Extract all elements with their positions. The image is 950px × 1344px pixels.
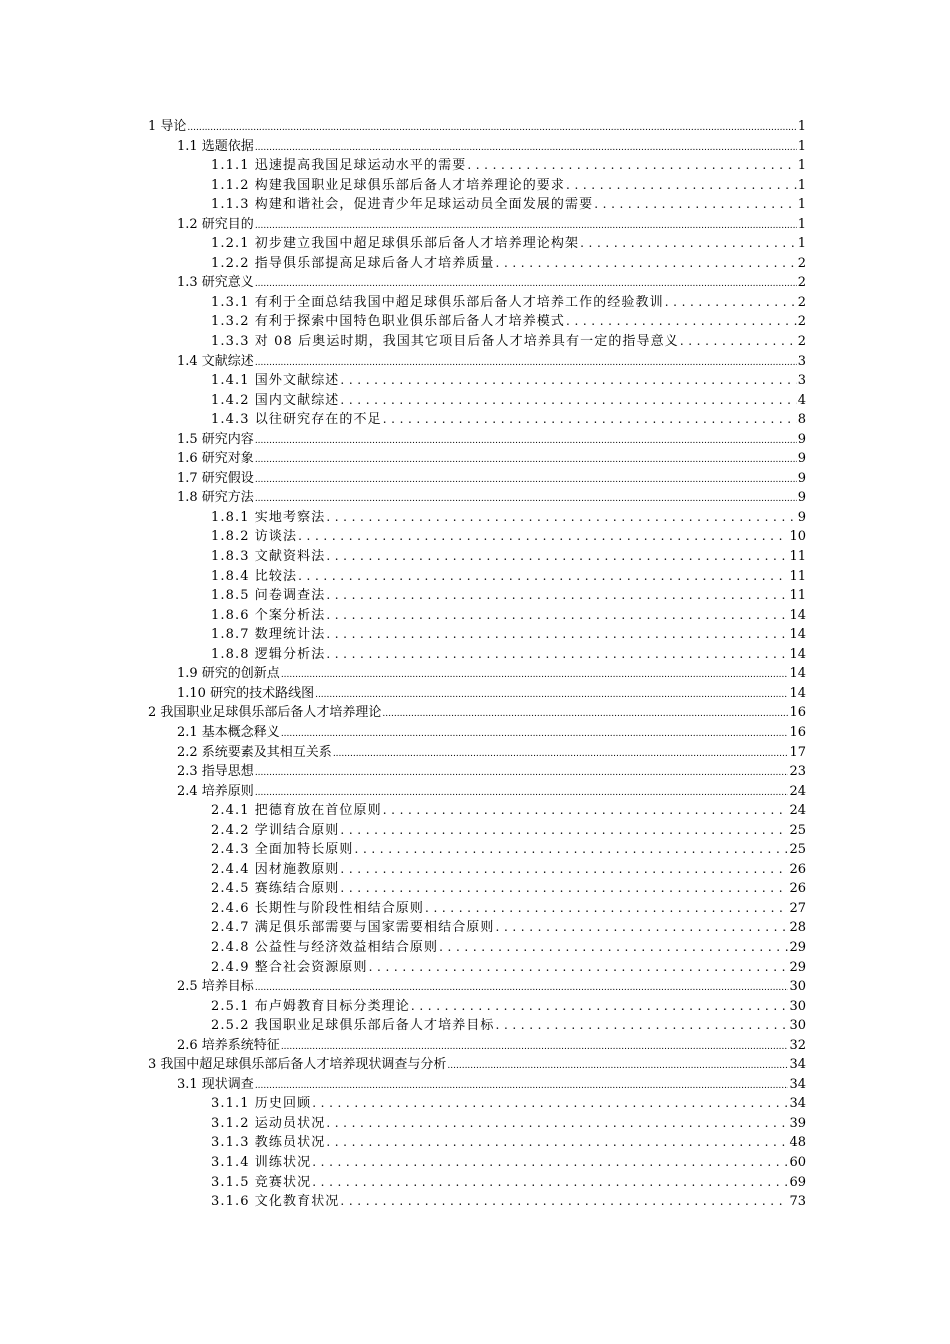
toc-entry-title: 2.5 培养目标 [177, 979, 254, 995]
toc-dot-leader [340, 879, 788, 899]
toc-entry-level-2[interactable] [0, 684, 950, 704]
toc-entry-title: 1 导论 [148, 119, 187, 134]
toc-entry-level-3[interactable] [0, 312, 950, 332]
toc-entry-title: 1.1.3 构建和谐社会，促进青少年足球运动员全面发展的需要 [211, 197, 594, 213]
toc-entry-line [177, 762, 806, 782]
toc-dot-leader [187, 117, 796, 139]
toc-page-number: 2 [797, 255, 806, 271]
toc-page-number: 14 [789, 685, 806, 701]
toc-dot-leader [298, 567, 788, 587]
toc-entry-title: 1.9 研究的创新点 [177, 666, 280, 682]
toc-dot-leader [369, 958, 789, 978]
toc-dot-leader [255, 352, 797, 374]
toc-entry-line [177, 743, 806, 763]
toc-dot-leader [383, 801, 789, 821]
toc-entry-level-3[interactable] [0, 586, 950, 606]
toc-page-number: 30 [789, 1018, 806, 1034]
toc-entry-title: 2 我国职业足球俱乐部后备人才培养理论 [148, 705, 382, 721]
toc-dot-leader [383, 410, 797, 430]
toc-entry-title: 1.8.3 文献资料法 [211, 549, 326, 565]
toc-entry-title: 1.3.2 有利于探索中国特色职业俱乐部后备人才培养模式 [211, 314, 566, 330]
toc-page-number: 11 [789, 568, 806, 584]
toc-entry-title: 1.8.6 个案分析法 [211, 607, 326, 623]
toc-entry-line [211, 527, 806, 547]
toc-entry-level-3[interactable] [0, 821, 950, 841]
toc-entry-title: 1.1.2 构建我国职业足球俱乐部后备人才培养理论的要求 [211, 177, 566, 193]
toc-entry-level-2[interactable] [0, 1075, 950, 1095]
toc-entry-title: 2.4 培养原则 [177, 783, 254, 799]
toc-dot-leader [439, 938, 788, 958]
toc-dot-leader [281, 1036, 789, 1058]
toc-entry-line [211, 234, 806, 254]
toc-dot-leader [580, 234, 797, 254]
toc-dot-leader [255, 762, 789, 784]
toc-page-number: 24 [789, 803, 806, 819]
toc-entry-title: 3.1.6 文化教育状况 [211, 1194, 340, 1210]
toc-dot-leader [340, 860, 788, 880]
toc-page-number: 24 [789, 783, 806, 799]
toc-entry-title: 3 我国中超足球俱乐部后备人才培养现状调查与分析 [148, 1057, 447, 1073]
toc-entry-title: 3.1.4 训练状况 [211, 1154, 312, 1170]
toc-page-number: 30 [789, 998, 806, 1014]
toc-entry-title: 1.7 研究假设 [177, 470, 254, 486]
toc-page-number: 2 [797, 314, 806, 330]
toc-entry-level-3[interactable] [0, 254, 950, 274]
toc-entry-title: 1.4.1 国外文献综述 [211, 373, 340, 389]
toc-page-number: 23 [789, 764, 806, 780]
toc-dot-leader [340, 371, 796, 391]
toc-entry-line [211, 625, 806, 645]
toc-entry-title: 1.8.5 问卷调查法 [211, 588, 326, 604]
toc-entry-level-2[interactable] [0, 137, 950, 157]
toc-page-number: 1 [797, 177, 806, 193]
toc-entry-line [211, 1016, 806, 1036]
toc-entry-level-3[interactable] [0, 527, 950, 547]
toc-entry-title: 1.10 研究的技术路线图 [177, 685, 315, 701]
toc-dot-leader [255, 1075, 789, 1097]
toc-page-number: 9 [797, 490, 806, 506]
toc-page-number: 16 [789, 724, 806, 740]
toc-page-number: 14 [789, 646, 806, 662]
toc-entry-level-3[interactable] [0, 840, 950, 860]
toc-page-number: 25 [789, 842, 806, 858]
toc-dot-leader [281, 723, 789, 745]
toc-dot-leader [355, 840, 789, 860]
toc-entry-level-2[interactable] [0, 762, 950, 782]
toc-page-number: 34 [789, 1057, 806, 1073]
toc-entry-line [177, 469, 806, 489]
toc-dot-leader [326, 547, 788, 567]
toc-entry-line [177, 449, 806, 469]
toc-entry-level-3[interactable] [0, 567, 950, 587]
toc-entry-line [177, 215, 806, 235]
toc-page-number: 34 [789, 1096, 806, 1112]
toc-entry-level-3[interactable] [0, 1016, 950, 1036]
toc-entry-line [211, 879, 806, 899]
toc-page-number: 3 [797, 373, 806, 389]
toc-entry-level-3[interactable] [0, 1173, 950, 1193]
toc-entry-title: 3.1.2 运动员状况 [211, 1115, 326, 1131]
toc-entry-line [211, 606, 806, 626]
toc-entry-line [211, 1114, 806, 1134]
toc-entry-level-3[interactable] [0, 606, 950, 626]
toc-entry-title: 1.3.1 有利于全面总结我国中超足球俱乐部后备人才培养工作的经验教训 [211, 294, 664, 310]
toc-entry-title: 1.5 研究内容 [177, 431, 254, 447]
toc-entry-title: 1.8.2 访谈法 [211, 529, 298, 545]
toc-dot-leader [496, 1016, 789, 1036]
toc-page-number: 16 [789, 705, 806, 721]
toc-entry-line [211, 645, 806, 665]
toc-entry-line [211, 508, 806, 528]
toc-entry-level-3[interactable] [0, 156, 950, 176]
toc-entry-line [148, 1055, 806, 1075]
toc-entry-line [177, 137, 806, 157]
toc-page-number: 2 [797, 294, 806, 310]
toc-entry-title: 1.1.1 迅速提高我国足球运动水平的需要 [211, 158, 467, 174]
toc-entry-level-3[interactable] [0, 195, 950, 215]
toc-page-number: 2 [797, 275, 806, 291]
toc-page-number: 1 [797, 158, 806, 174]
toc-entry-line [211, 1173, 806, 1193]
toc-entry-level-2[interactable] [0, 273, 950, 293]
toc-entry-title: 1.2 研究目的 [177, 216, 254, 232]
toc-dot-leader [312, 1094, 788, 1114]
toc-entry-line [211, 1153, 806, 1173]
toc-entry-line [211, 254, 806, 274]
toc-entry-title: 3.1 现状调查 [177, 1076, 254, 1092]
toc-entry-line [211, 860, 806, 880]
toc-dot-leader [447, 1055, 788, 1077]
toc-entry-level-3[interactable] [0, 879, 950, 899]
toc-entry-title: 1.2.2 指导俱乐部提高足球后备人才培养质量 [211, 255, 495, 271]
toc-dot-leader [326, 606, 788, 626]
toc-dot-leader [467, 156, 796, 176]
toc-dot-leader [255, 469, 797, 491]
toc-dot-leader [255, 215, 797, 237]
toc-page-number: 4 [797, 392, 806, 408]
toc-entry-title: 1.4.2 国内文献综述 [211, 392, 340, 408]
toc-entry-title: 2.4.7 满足俱乐部需要与国家需要相结合原则 [211, 920, 495, 936]
toc-entry-title: 2.4.9 整合社会资源原则 [211, 959, 368, 975]
toc-page-number: 1 [797, 236, 806, 252]
toc-entry-title: 1.1 选题依据 [177, 138, 254, 154]
toc-entry-title: 1.3 研究意义 [177, 275, 254, 291]
toc-entry-level-3[interactable] [0, 234, 950, 254]
toc-page-number: 28 [789, 920, 806, 936]
toc-entry-title: 2.6 培养系统特征 [177, 1037, 280, 1053]
toc-dot-leader [255, 430, 797, 452]
toc-entry-level-1[interactable] [0, 117, 950, 137]
toc-entry-level-3[interactable] [0, 860, 950, 880]
toc-page-number: 29 [789, 959, 806, 975]
toc-dot-leader [255, 977, 789, 999]
toc-entry-title: 2.4.4 因材施教原则 [211, 861, 340, 877]
toc-entry-title: 1.2.1 初步建立我国中超足球俱乐部后备人才培养理论构架 [211, 236, 580, 252]
toc-entry-level-3[interactable] [0, 801, 950, 821]
toc-page-number: 8 [797, 412, 806, 428]
toc-entry-level-2[interactable] [0, 977, 950, 997]
toc-entry-line [177, 977, 806, 997]
toc-dot-leader [496, 918, 789, 938]
toc-entry-line [177, 1036, 806, 1056]
toc-entry-line [211, 958, 806, 978]
toc-entry-level-3[interactable] [0, 508, 950, 528]
toc-page-number: 34 [789, 1076, 806, 1092]
toc-entry-title: 2.4.1 把德育放在首位原则 [211, 803, 382, 819]
toc-entry-level-3[interactable] [0, 391, 950, 411]
toc-page-number: 48 [789, 1135, 806, 1151]
toc-dot-leader [340, 391, 796, 411]
toc-dot-leader [411, 997, 789, 1017]
toc-dot-leader [680, 332, 797, 352]
toc-entry-title: 1.8.4 比较法 [211, 568, 298, 584]
toc-page-number: 11 [789, 588, 806, 604]
toc-entry-level-3[interactable] [0, 1133, 950, 1153]
toc-dot-leader [496, 254, 797, 274]
toc-dot-leader [340, 1192, 788, 1212]
toc-entry-title: 2.2 系统要素及其相互关系 [177, 744, 332, 760]
toc-entry-line [211, 586, 806, 606]
toc-dot-leader [594, 195, 797, 215]
toc-entry-line [177, 782, 806, 802]
toc-entry-line [211, 293, 806, 313]
toc-entry-line [211, 371, 806, 391]
toc-entry-line [148, 703, 806, 723]
toc-entry-title: 2.1 基本概念释义 [177, 724, 280, 740]
toc-dot-leader [255, 273, 797, 295]
toc-dot-leader [333, 743, 789, 765]
toc-entry-level-3[interactable] [0, 547, 950, 567]
toc-entry-line [148, 117, 806, 137]
toc-entry-line [211, 547, 806, 567]
toc-dot-leader [665, 293, 797, 313]
toc-page-number: 39 [789, 1115, 806, 1131]
toc-dot-leader [425, 899, 788, 919]
toc-dot-leader [312, 1173, 788, 1193]
toc-page-number: 3 [797, 353, 806, 369]
toc-page-number: 9 [797, 451, 806, 467]
toc-dot-leader [255, 488, 797, 510]
toc-page-number: 1 [797, 216, 806, 232]
toc-entry-line [177, 664, 806, 684]
toc-dot-leader [255, 137, 797, 159]
toc-entry-level-3[interactable] [0, 997, 950, 1017]
toc-entry-line [211, 156, 806, 176]
toc-entry-level-3[interactable] [0, 332, 950, 352]
toc-entry-level-2[interactable] [0, 488, 950, 508]
toc-entry-title: 1.4.3 以往研究存在的不足 [211, 412, 382, 428]
toc-page-number: 10 [789, 529, 806, 545]
toc-entry-line [177, 430, 806, 450]
toc-dot-leader [326, 508, 796, 528]
toc-entry-level-3[interactable] [0, 1094, 950, 1114]
toc-page-number: 1 [797, 138, 806, 154]
toc-entry-line [211, 918, 806, 938]
toc-entry-title: 3.1.1 历史回顾 [211, 1096, 312, 1112]
toc-entry-title: 1.3.3 对 08 后奥运时期，我国其它项目后备人才培养具有一定的指导意义 [211, 334, 679, 350]
toc-entry-title: 1.8.7 数理统计法 [211, 627, 326, 643]
toc-dot-leader [312, 1153, 788, 1173]
toc-entry-line [177, 1075, 806, 1095]
toc-entry-level-3[interactable] [0, 410, 950, 430]
toc-page-number: 60 [789, 1154, 806, 1170]
toc-page-number: 27 [789, 900, 806, 916]
toc-entry-title: 1.4 文献综述 [177, 353, 254, 369]
toc-page-number: 9 [797, 509, 806, 525]
toc-entry-line [177, 723, 806, 743]
toc-dot-leader [340, 821, 788, 841]
toc-page-number: 69 [789, 1174, 806, 1190]
toc-dot-leader [255, 449, 797, 471]
toc-entry-line [211, 801, 806, 821]
toc-entry-level-3[interactable] [0, 645, 950, 665]
toc-dot-leader [382, 703, 788, 725]
toc-dot-leader [326, 586, 788, 606]
toc-entry-title: 2.5.2 我国职业足球俱乐部后备人才培养目标 [211, 1018, 495, 1034]
toc-entry-line [211, 176, 806, 196]
toc-entry-title: 2.4.3 全面加特长原则 [211, 842, 354, 858]
toc-page-number: 1 [797, 119, 806, 134]
toc-entry-level-2[interactable] [0, 352, 950, 372]
toc-page-number: 9 [797, 431, 806, 447]
toc-entry-level-3[interactable] [0, 1192, 950, 1212]
toc-entry-level-3[interactable] [0, 958, 950, 978]
toc-entry-line [211, 410, 806, 430]
toc-entry-level-2[interactable] [0, 449, 950, 469]
toc-dot-leader [255, 782, 789, 804]
toc-page-number: 9 [797, 470, 806, 486]
toc-entry-level-3[interactable] [0, 938, 950, 958]
toc-page-number: 73 [789, 1194, 806, 1210]
toc-entry-line [211, 840, 806, 860]
toc-entry-title: 2.4.5 赛练结合原则 [211, 881, 340, 897]
toc-entry-title: 2.5.1 布卢姆教育目标分类理论 [211, 998, 410, 1014]
toc-page-number: 30 [789, 979, 806, 995]
toc-entry-line [177, 352, 806, 372]
table-of-contents [0, 117, 950, 1212]
toc-entry-level-2[interactable] [0, 430, 950, 450]
toc-entry-level-3[interactable] [0, 899, 950, 919]
toc-page-number: 14 [789, 666, 806, 682]
toc-entry-level-3[interactable] [0, 918, 950, 938]
toc-entry-level-2[interactable] [0, 215, 950, 235]
toc-dot-leader [315, 684, 788, 706]
toc-entry-title: 1.8.8 逻辑分析法 [211, 646, 326, 662]
toc-entry-line [211, 312, 806, 332]
toc-entry-line [211, 899, 806, 919]
toc-page-number: 1 [797, 197, 806, 213]
toc-entry-title: 2.4.6 长期性与阶段性相结合原则 [211, 900, 425, 916]
toc-entry-line [211, 567, 806, 587]
toc-page-number: 29 [789, 939, 806, 955]
toc-entry-title: 1.8.1 实地考察法 [211, 509, 326, 525]
toc-entry-title: 3.1.5 竞赛状况 [211, 1174, 312, 1190]
toc-dot-leader [566, 176, 797, 196]
toc-entry-level-2[interactable] [0, 664, 950, 684]
toc-entry-level-1[interactable] [0, 703, 950, 723]
toc-dot-leader [566, 312, 797, 332]
toc-page-number: 2 [797, 334, 806, 350]
toc-entry-level-2[interactable] [0, 723, 950, 743]
toc-entry-line [177, 273, 806, 293]
toc-dot-leader [326, 1114, 788, 1134]
toc-entry-level-1[interactable] [0, 1055, 950, 1075]
toc-dot-leader [326, 1133, 788, 1153]
toc-page-number: 26 [789, 881, 806, 897]
toc-entry-title: 3.1.3 教练员状况 [211, 1135, 326, 1151]
toc-entry-line [211, 997, 806, 1017]
toc-entry-title: 2.4.8 公益性与经济效益相结合原则 [211, 939, 439, 955]
toc-entry-line [211, 332, 806, 352]
toc-entry-level-3[interactable] [0, 176, 950, 196]
toc-entry-title: 1.6 研究对象 [177, 451, 254, 467]
toc-entry-line [211, 1094, 806, 1114]
toc-page-number: 11 [789, 549, 806, 565]
toc-page-number: 14 [789, 627, 806, 643]
toc-entry-title: 2.4.2 学训结合原则 [211, 822, 340, 838]
toc-dot-leader [326, 625, 788, 645]
toc-entry-line [177, 488, 806, 508]
toc-entry-title: 1.8 研究方法 [177, 490, 254, 506]
toc-page-number: 17 [789, 744, 806, 760]
toc-entry-line [211, 821, 806, 841]
toc-page-number: 25 [789, 822, 806, 838]
toc-entry-line [211, 1192, 806, 1212]
toc-entry-line [211, 195, 806, 215]
toc-entry-line [211, 938, 806, 958]
toc-entry-level-2[interactable] [0, 469, 950, 489]
toc-entry-level-2[interactable] [0, 743, 950, 763]
toc-entry-level-2[interactable] [0, 1036, 950, 1056]
toc-entry-level-3[interactable] [0, 293, 950, 313]
toc-entry-level-3[interactable] [0, 625, 950, 645]
toc-dot-leader [326, 645, 788, 665]
toc-entry-line [211, 1133, 806, 1153]
toc-entry-title: 2.3 指导思想 [177, 764, 254, 780]
toc-page-number: 26 [789, 861, 806, 877]
toc-entry-level-3[interactable] [0, 1153, 950, 1173]
toc-entry-line [177, 684, 806, 704]
toc-dot-leader [298, 527, 788, 547]
toc-entry-level-3[interactable] [0, 1114, 950, 1134]
toc-dot-leader [281, 664, 789, 686]
toc-page-number: 14 [789, 607, 806, 623]
toc-entry-level-3[interactable] [0, 371, 950, 391]
toc-entry-line [211, 391, 806, 411]
toc-page-number: 32 [789, 1037, 806, 1053]
toc-entry-level-2[interactable] [0, 782, 950, 802]
